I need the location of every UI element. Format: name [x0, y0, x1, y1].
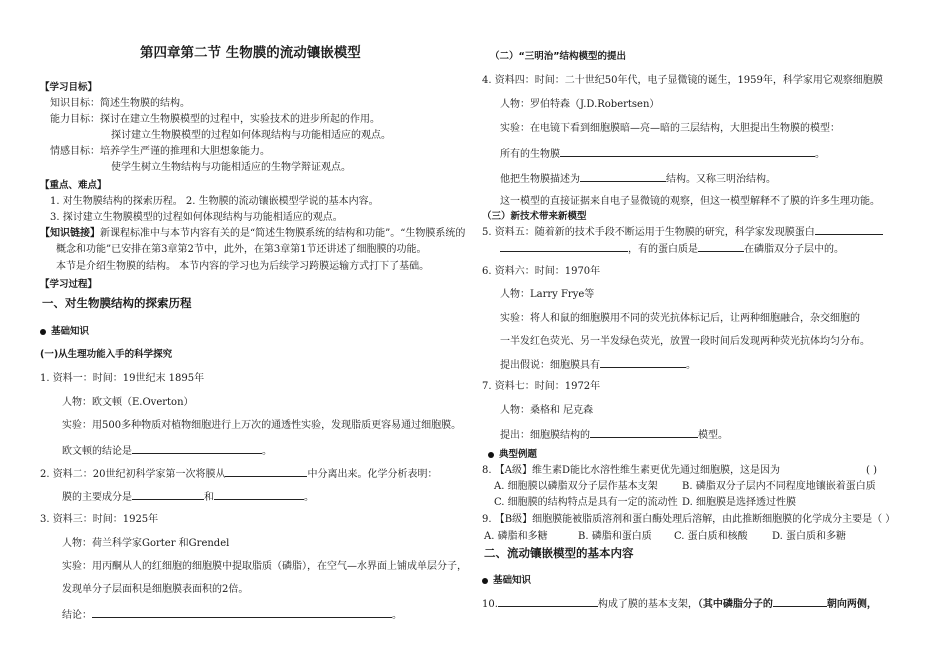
answer-blank[interactable] [498, 596, 598, 607]
material-6-hypothesis: 提出假说：细胞膜具有 。 [500, 357, 696, 372]
material-4-person: 人物：罗伯特森（J.D.Robertsen） [500, 99, 660, 110]
answer-blank[interactable] [92, 607, 392, 618]
page-title: 第四章第二节 生物膜的流动镶嵌模型 [140, 45, 361, 61]
question-8: 8. 【A级】维生素D能比水溶性维生素更优先通过细胞膜，这是因为 [482, 465, 780, 476]
answer-blank[interactable] [600, 357, 686, 368]
answer-blank[interactable] [214, 489, 304, 500]
goal-emotion-2: 使学生树立生物结构与功能相适应的生物学辩证观点。 [111, 162, 351, 173]
material-1-time: 1. 资料一：时间：19世纪末 1895年 [40, 373, 205, 384]
material-7-proposal: 提出：细胞膜结构的 模型。 [500, 427, 728, 442]
material-6-result: 一半发红色荧光、另一半发绿色荧光，放置一段时间后发现两种荧光抗体均匀分布。 [500, 336, 870, 347]
goal-ability: 能力目标：探讨在建立生物膜模型的过程中，实验技术的进步所起的作用。 [50, 114, 380, 125]
question-8-answer-paren[interactable]: ( ) [866, 465, 877, 476]
material-1-experiment: 实验：用500多种物质对植物细胞进行上万次的通透性实验，发现脂质更容易通过细胞膜。 [62, 420, 462, 431]
question-8-option-c[interactable]: C. 细胞膜的结构特点是具有一定的流动性 [494, 497, 678, 508]
bullet-icon [488, 452, 494, 458]
subsection-2-title: （二）“三明治”结构模型的提出 [490, 51, 626, 62]
answer-blank[interactable] [132, 443, 262, 454]
material-5-line-2: ，有的蛋白质是 在磷脂双分子层中的。 [500, 241, 844, 256]
material-3-result: 发现单分子层面积是细胞膜表面积的2倍。 [62, 584, 249, 595]
basic-knowledge-heading-2: 基础知识 [482, 574, 531, 587]
material-7-person: 人物：桑格和 尼克森 [500, 405, 594, 416]
answer-blank[interactable] [500, 241, 628, 252]
answer-blank[interactable] [560, 146, 815, 157]
knowledge-link-heading: 【知识链接】 [40, 228, 100, 239]
question-8-option-a[interactable]: A. 细胞膜以磷脂双分子层作基本支架 [494, 481, 658, 492]
process-heading: 【学习过程】 [40, 279, 98, 290]
key-point-1: 1. 对生物膜结构的探索历程。 2. 生物膜的流动镶嵌模型学说的基本内容。 [50, 196, 379, 207]
knowledge-link-line-2: 概念和功能”已安排在第3章第2节中，此外，在第3章第1节还讲述了细胞膜的功能。 [56, 244, 427, 255]
bullet-icon [482, 578, 488, 584]
goal-emotion: 情感目标：培养学生严谨的推理和大胆想象能力。 [50, 146, 270, 157]
bullet-icon [40, 329, 46, 335]
goals-heading: 【学习目标】 [40, 82, 98, 93]
material-3-experiment: 实验：用丙酮从人的红细胞的细胞膜中提取脂质（磷脂），在空气—水界面上铺成单层分子， [62, 561, 467, 572]
question-9-option-b[interactable]: B. 磷脂和蛋白质 [578, 531, 652, 542]
material-1-conclusion: 欧文顿的结论是 。 [62, 443, 272, 458]
goal-ability-2: 探讨建立生物膜模型的过程如何体现结构与功能相适应的观点。 [111, 130, 391, 141]
basic-knowledge-heading: 基础知识 [40, 325, 89, 338]
material-4-time: 4. 资料四：时间：二十世纪50年代，电子显微镜的诞生，1959年，科学家用它观察细胞膜 [482, 75, 883, 86]
question-8-option-b[interactable]: B. 磷脂双分子层内不同程度地镶嵌着蛋白质 [682, 481, 876, 492]
answer-blank[interactable] [698, 241, 744, 252]
key-heading: 【重点、难点】 [40, 180, 107, 191]
material-4-model: 所有的生物膜 。 [500, 146, 825, 161]
material-6-time: 6. 资料六：时间：1970年 [482, 266, 601, 277]
question-9-option-d[interactable]: D. 蛋白质和多糖 [772, 531, 847, 542]
goal-knowledge: 知识目标：简述生物膜的结构。 [50, 98, 190, 109]
material-1-person: 人物：欧文顿（E.Overton） [62, 397, 194, 408]
knowledge-link-line-3: 本节是介绍生物膜的结构。 本节内容的学习也为后续学习跨膜运输方式打下了基础。 [56, 261, 430, 272]
material-6-person: 人物：Larry Frye等 [500, 289, 595, 300]
question-8-option-d[interactable]: D. 细胞膜是选择透过性膜 [682, 497, 797, 508]
examples-heading: 典型例题 [488, 448, 537, 461]
knowledge-link-line-1: 【知识链接】新课程标准中与本节内容有关的是“简述生物膜系统的结构和功能”。“生物膜系统的 [40, 228, 466, 239]
subsection-3-title: （三）新技术带来新模型 [482, 211, 587, 222]
answer-blank[interactable] [590, 427, 698, 438]
material-4-note: 这一模型的直接证据来自电子显微镜的观察，但这一模型解释不了膜的许多生理功能。 [500, 196, 880, 207]
answer-blank[interactable] [132, 489, 204, 500]
material-5-line-1: 5. 资料五：随着新的技术手段不断运用于生物膜的研究，科学家发现膜蛋白 [482, 224, 883, 239]
answer-blank[interactable] [225, 466, 307, 477]
material-3-conclusion: 结论： 。 [62, 607, 402, 622]
question-9-option-a[interactable]: A. 磷脂和多糖 [484, 531, 548, 542]
material-3-time: 3. 资料三：时间：1925年 [40, 514, 159, 525]
question-10: 10. 构成了膜的基本支架，（其中磷脂分子的 朝向两侧， [482, 596, 877, 611]
section-1-title: 一、对生物膜结构的探索历程 [42, 296, 192, 310]
key-point-2: 3. 探讨建立生物膜模型的过程如何体现结构与功能相适应的观点。 [50, 212, 343, 223]
question-9-option-c[interactable]: C. 蛋白质和核酸 [674, 531, 748, 542]
answer-blank[interactable] [815, 224, 883, 235]
answer-blank[interactable] [580, 171, 666, 182]
material-3-person: 人物：荷兰科学家Gorter 和Grendel [62, 538, 230, 549]
question-9: 9. 【B级】细胞膜能被脂质溶剂和蛋白酶处理后溶解，由此推断细胞膜的化学成分主要是（ ） [482, 514, 896, 525]
subsection-1-title: (一)从生理功能入手的科学探究 [40, 349, 173, 360]
material-2-line-2: 膜的主要成分是 和 。 [62, 489, 314, 504]
material-7-time: 7. 资料七：时间：1972年 [482, 381, 601, 392]
material-6-experiment: 实验：将人和鼠的细胞膜用不同的荧光抗体标记后，让两种细胞融合，杂交细胞的 [500, 313, 860, 324]
material-4-experiment: 实验：在电镜下看到细胞膜暗—亮—暗的三层结构，大胆提出生物膜的模型： [500, 123, 840, 134]
material-2-line-1: 2. 资料二：20世纪初科学家第一次将膜从 中分离出来。化学分析表明： [40, 466, 437, 481]
answer-blank[interactable] [773, 596, 827, 607]
material-4-description: 他把生物膜描述为 结构。又称三明治结构。 [500, 171, 776, 186]
section-2-title: 二、流动镶嵌模型的基本内容 [484, 546, 634, 560]
